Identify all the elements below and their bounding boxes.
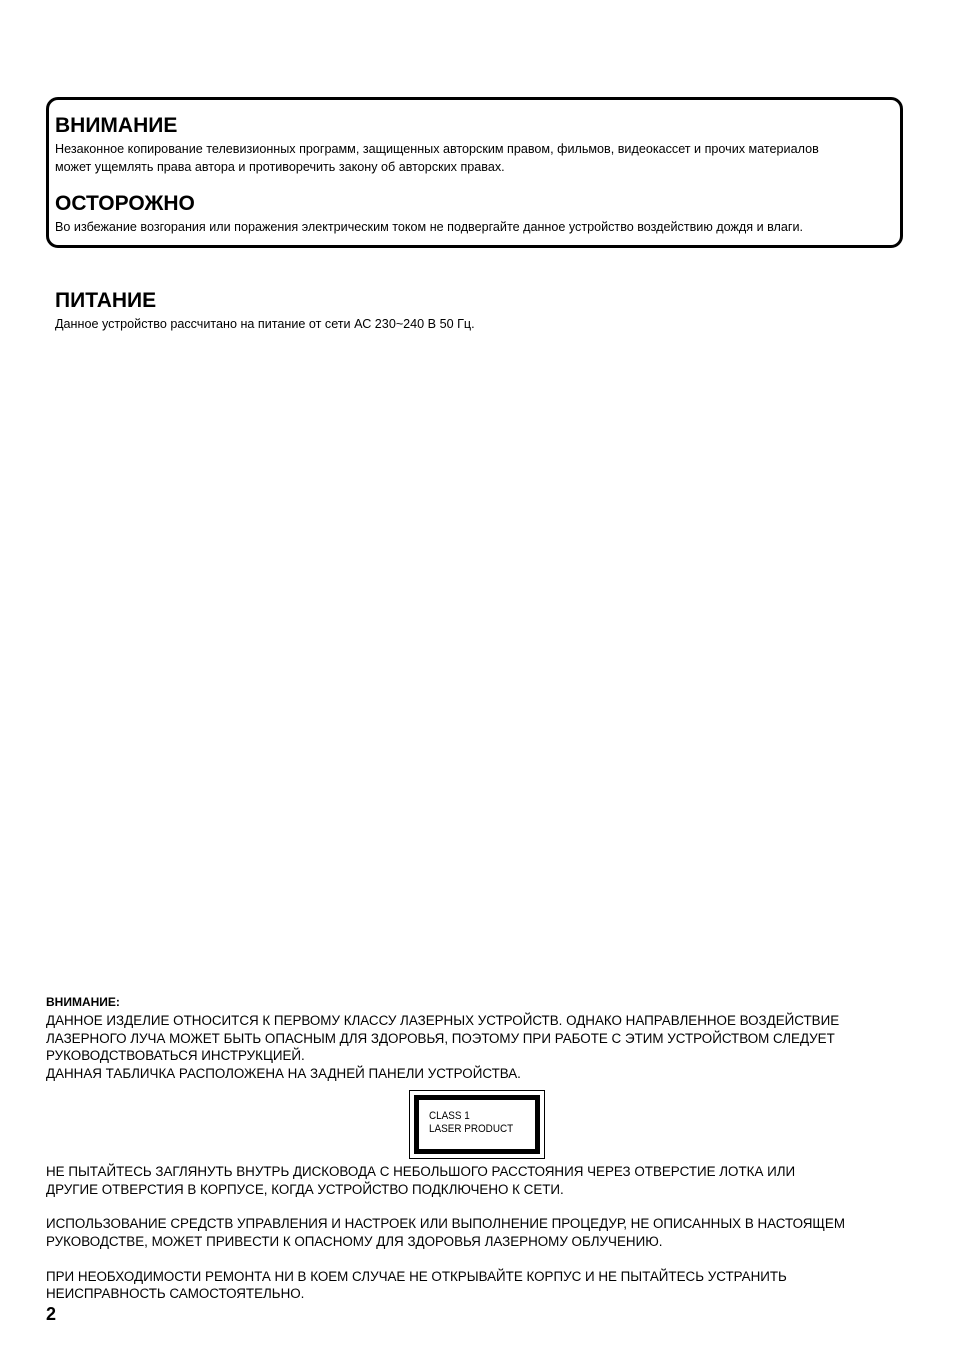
caution-heading: ОСТОРОЖНО bbox=[55, 192, 195, 215]
warning-text-line-1: Незаконное копирование телевизионных программ, защищенных авторским правом, фильмов, видеокассет и прочих материалов bbox=[55, 142, 819, 156]
laser-class-label-text bbox=[429, 1110, 513, 1136]
note-2-line-1: ИСПОЛЬЗОВАНИЕ СРЕДСТВ УПРАВЛЕНИЯ И НАСТРОЕК ИЛИ ВЫПОЛНЕНИЕ ПРОЦЕДУР, НЕ ОПИСАННЫХ В НАСТОЯЩЕМ bbox=[46, 1216, 846, 1231]
power-heading: ПИТАНИЕ bbox=[55, 289, 157, 312]
laser-class-label-line-1: CLASS 1 bbox=[429, 1110, 470, 1122]
note-3-line-2: НЕИСПРАВНОСТЬ САМОСТОЯТЕЛЬНО. bbox=[46, 1286, 305, 1301]
caution-text: Во избежание возгорания или поражения электрическим током не подвергайте данное устройство воздействию дождя и влаги. bbox=[55, 220, 803, 234]
laser-warning-line-2: ЛАЗЕРНОГО ЛУЧА МОЖЕТ БЫТЬ ОПАСНЫМ ДЛЯ ЗДОРОВЬЯ, ПОЭТОМУ ПРИ РАБОТЕ С ЭТИМ УСТРОЙСТВОМ СЛЕДУЕТ bbox=[46, 1031, 835, 1046]
warning-heading: ВНИМАНИЕ bbox=[55, 114, 178, 137]
warning-text-line-2: может ущемлять права автора и противоречить закону об авторских правах. bbox=[55, 160, 505, 174]
power-text: Данное устройство рассчитано на питание от сети АС 230~240 В 50 Гц. bbox=[55, 317, 475, 331]
page-number: 2 bbox=[46, 1304, 57, 1324]
laser-warning-line-1: ДАННОЕ ИЗДЕЛИЕ ОТНОСИТСЯ К ПЕРВОМУ КЛАССУ ЛАЗЕРНЫХ УСТРОЙСТВ. ОДНАКО НАПРАВЛЕННОЕ ВОЗДЕЙСТВИЕ bbox=[46, 1013, 840, 1028]
note-2-line-2: РУКОВОДСТВЕ, МОЖЕТ ПРИВЕСТИ К ОПАСНОМУ ДЛЯ ЗДОРОВЬЯ ЛАЗЕРНОМУ ОБЛУЧЕНИЮ. bbox=[46, 1234, 663, 1249]
laser-class-label bbox=[409, 1090, 545, 1159]
laser-warning-line-4: ДАННАЯ ТАБЛИЧКА РАСПОЛОЖЕНА НА ЗАДНЕЙ ПАНЕЛИ УСТРОЙСТВА. bbox=[46, 1066, 521, 1081]
note-3-line-1: ПРИ НЕОБХОДИМОСТИ РЕМОНТА НИ В КОЕМ СЛУЧАЕ НЕ ОТКРЫВАЙТЕ КОРПУС И НЕ ПЫТАЙТЕСЬ УСТРАНИТЬ bbox=[46, 1269, 787, 1284]
note-1-line-1: НЕ ПЫТАЙТЕСЬ ЗАГЛЯНУТЬ ВНУТРЬ ДИСКОВОДА С НЕБОЛЬШОГО РАССТОЯНИЯ ЧЕРЕЗ ОТВЕРСТИЕ ЛОТКА ИЛИ bbox=[46, 1164, 796, 1179]
note-1-line-2: ДРУГИЕ ОТВЕРСТИЯ В КОРПУСЕ, КОГДА УСТРОЙСТВО ПОДКЛЮЧЕНО К СЕТИ. bbox=[46, 1182, 564, 1197]
laser-class-label-line-2: LASER PRODUCT bbox=[429, 1123, 514, 1135]
laser-warning-line-3: РУКОВОДСТВОВАТЬСЯ ИНСТРУКЦИЕЙ. bbox=[46, 1048, 305, 1063]
laser-warning-title: ВНИМАНИЕ: bbox=[46, 995, 120, 1009]
